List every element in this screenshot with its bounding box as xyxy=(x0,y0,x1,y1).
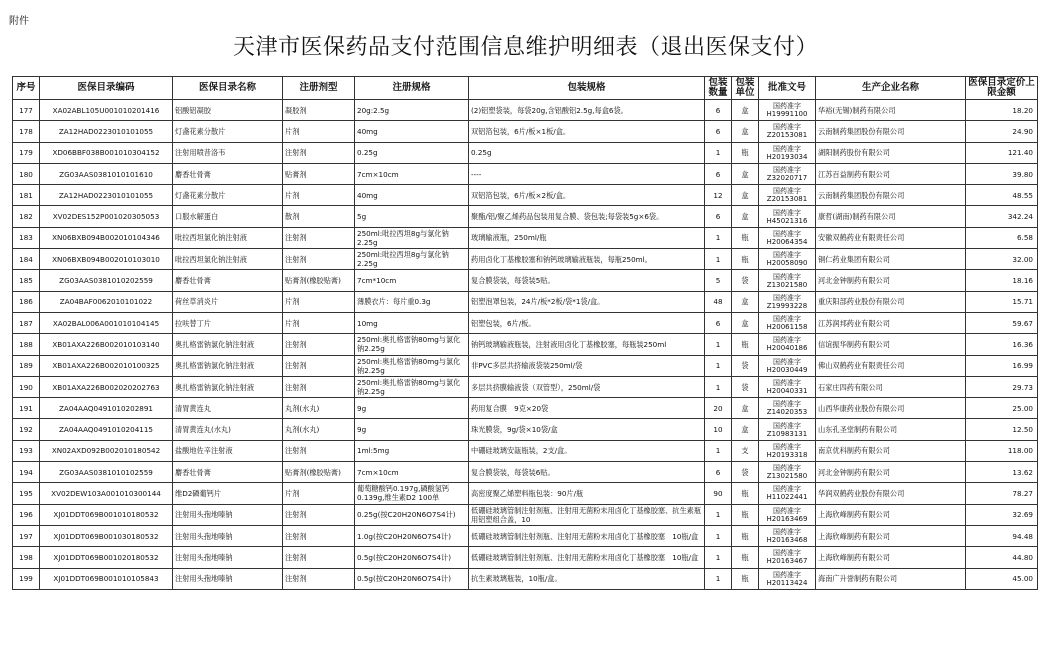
cell-manufacturer: 河北金钟制药有限公司 xyxy=(816,270,966,291)
cell-approval: 国药准字H20113424 xyxy=(759,568,816,589)
cell-seq: 195 xyxy=(13,483,40,504)
cell-pack: 0.25g xyxy=(469,142,705,163)
table-row xyxy=(13,504,1038,525)
cell-approval: 国药准字H20040331 xyxy=(759,376,816,397)
cell-code: ZA04AAQ0491010204115 xyxy=(40,419,173,440)
cell-spec: 1ml:5mg xyxy=(355,440,469,461)
cell-qty: 1 xyxy=(705,227,732,248)
cell-seq: 181 xyxy=(13,185,40,206)
cell-seq: 196 xyxy=(13,504,40,525)
cell-dosage: 凝胶剂 xyxy=(283,100,355,121)
cell-code: XD06BBF038B001010304152 xyxy=(40,142,173,163)
cell-spec: 7cm×10cm xyxy=(355,462,469,483)
cell-name: 灯盏花素分散片 xyxy=(173,185,283,206)
cell-spec: 薄膜衣片：每片重0.3g xyxy=(355,291,469,312)
cell-qty: 6 xyxy=(705,206,732,227)
cell-manufacturer: 上海欣峰制药有限公司 xyxy=(816,547,966,568)
cell-code: XB01AXA226B002010100325 xyxy=(40,355,173,376)
cell-manufacturer: 山东孔圣堂制药有限公司 xyxy=(816,419,966,440)
cell-seq: 193 xyxy=(13,440,40,461)
cell-approval: 国药准字Z13021580 xyxy=(759,462,816,483)
cell-qty: 6 xyxy=(705,100,732,121)
cell-pack: 药用复合膜 9克×20袋 xyxy=(469,398,705,419)
cell-spec: 20g:2.5g xyxy=(355,100,469,121)
cell-dosage: 贴膏剂(橡胶贴膏) xyxy=(283,462,355,483)
table-row xyxy=(13,355,1038,376)
cell-unit: 盒 xyxy=(732,419,759,440)
cell-dosage: 片剂 xyxy=(283,483,355,504)
cell-qty: 5 xyxy=(705,270,732,291)
cell-pack: 铝塑泡罩包装，24片/板*2板/袋*1袋/盒。 xyxy=(469,291,705,312)
cell-name: 奥扎格雷钠氯化钠注射液 xyxy=(173,334,283,355)
drug-info-table xyxy=(12,76,1038,590)
table-row xyxy=(13,483,1038,504)
cell-code: XA02ABL105U001010201416 xyxy=(40,100,173,121)
cell-approval: 国药准字H20030449 xyxy=(759,355,816,376)
cell-approval: 国药准字Z14020353 xyxy=(759,398,816,419)
table-row xyxy=(13,142,1038,163)
cell-price: 94.48 xyxy=(966,525,1038,546)
cell-pack: 双铝箔包装，6片/板×1板/盒。 xyxy=(469,121,705,142)
cell-code: XV02DES152P001020305053 xyxy=(40,206,173,227)
cell-manufacturer: 南京优科制药有限公司 xyxy=(816,440,966,461)
header-code: 医保目录编码 xyxy=(40,77,173,100)
cell-qty: 1 xyxy=(705,547,732,568)
cell-qty: 1 xyxy=(705,440,732,461)
header-manufacturer: 生产企业名称 xyxy=(816,77,966,100)
cell-price: 48.55 xyxy=(966,185,1038,206)
cell-name: 清胃黄连丸(水丸) xyxy=(173,419,283,440)
cell-spec: 10mg xyxy=(355,312,469,333)
cell-name: 注射用头孢地嗪钠 xyxy=(173,525,283,546)
cell-approval: 国药准字H20040186 xyxy=(759,334,816,355)
table-row xyxy=(13,185,1038,206)
cell-pack: 复合膜袋装，每袋装5贴。 xyxy=(469,270,705,291)
cell-manufacturer: 华裕(无锡)制药有限公司 xyxy=(816,100,966,121)
cell-manufacturer: 云南制药集团股份有限公司 xyxy=(816,121,966,142)
cell-manufacturer: 铜仁药业集团有限公司 xyxy=(816,249,966,270)
cell-spec: 9g xyxy=(355,398,469,419)
table-row xyxy=(13,291,1038,312)
cell-seq: 177 xyxy=(13,100,40,121)
cell-spec: 9g xyxy=(355,419,469,440)
cell-code: XB01AXA226B002010103140 xyxy=(40,334,173,355)
table-row xyxy=(13,462,1038,483)
cell-qty: 1 xyxy=(705,376,732,397)
cell-dosage: 贴膏剂(橡胶贴膏) xyxy=(283,270,355,291)
cell-price: 16.36 xyxy=(966,334,1038,355)
cell-code: ZA12HAD0223010101055 xyxy=(40,121,173,142)
cell-approval: 国药准字H20163469 xyxy=(759,504,816,525)
cell-pack: 高密度聚乙烯塑料瓶包装：90片/瓶 xyxy=(469,483,705,504)
cell-code: XJ01DDT069B001010180532 xyxy=(40,504,173,525)
cell-unit: 袋 xyxy=(732,376,759,397)
table-row xyxy=(13,100,1038,121)
table-row xyxy=(13,398,1038,419)
cell-spec: 0.25g xyxy=(355,142,469,163)
header-row xyxy=(13,77,1038,100)
cell-pack: 珠光膜袋，9g/袋×10袋/盒 xyxy=(469,419,705,440)
cell-spec: 0.5g(按C20H20N6O7S4计) xyxy=(355,568,469,589)
cell-qty: 1 xyxy=(705,334,732,355)
cell-seq: 187 xyxy=(13,312,40,333)
cell-price: 29.73 xyxy=(966,376,1038,397)
table-row xyxy=(13,312,1038,333)
cell-code: XJ01DDT069B001030180532 xyxy=(40,525,173,546)
cell-price: 78.27 xyxy=(966,483,1038,504)
header-name: 医保目录名称 xyxy=(173,77,283,100)
cell-manufacturer: 佛山双鹤药业有限责任公司 xyxy=(816,355,966,376)
header-dosage: 注册剂型 xyxy=(283,77,355,100)
cell-name: 麝香壮骨膏 xyxy=(173,163,283,184)
cell-pack: 聚酯/铝/聚乙烯药品包装用复合膜、袋包装;每袋装5g×6袋。 xyxy=(469,206,705,227)
header-spec: 注册规格 xyxy=(355,77,469,100)
cell-code: XN02AXD092B002010180542 xyxy=(40,440,173,461)
cell-code: ZA04BAF0062010101022 xyxy=(40,291,173,312)
cell-code: XJ01DDT069B001020180532 xyxy=(40,547,173,568)
cell-unit: 瓶 xyxy=(732,142,759,163)
cell-spec: 250ml:奥扎格雷钠80mg与氯化钠2.25g xyxy=(355,376,469,397)
cell-approval: 国药准字H20163468 xyxy=(759,525,816,546)
cell-price: 32.69 xyxy=(966,504,1038,525)
cell-qty: 1 xyxy=(705,142,732,163)
cell-unit: 瓶 xyxy=(732,504,759,525)
cell-unit: 袋 xyxy=(732,462,759,483)
cell-code: XV02DEW103A001010300144 xyxy=(40,483,173,504)
cell-pack: (2)铝塑袋装，每袋20g,含铝酸铝2.5g,每盒6袋。 xyxy=(469,100,705,121)
cell-approval: 国药准字H20061158 xyxy=(759,312,816,333)
cell-qty: 12 xyxy=(705,185,732,206)
cell-spec: 0.25g(按C20H20N6O7S4计) xyxy=(355,504,469,525)
cell-dosage: 注射剂 xyxy=(283,440,355,461)
cell-manufacturer: 江苏润邦药业有限公司 xyxy=(816,312,966,333)
cell-spec: 7cm*10cm xyxy=(355,270,469,291)
cell-pack: 多层共挤膜输液袋（双管型），250ml/袋 xyxy=(469,376,705,397)
table-row xyxy=(13,249,1038,270)
cell-dosage: 注射剂 xyxy=(283,334,355,355)
cell-price: 18.20 xyxy=(966,100,1038,121)
cell-approval: 国药准字H20064354 xyxy=(759,227,816,248)
cell-approval: 国药准字H19991100 xyxy=(759,100,816,121)
cell-seq: 185 xyxy=(13,270,40,291)
cell-qty: 1 xyxy=(705,249,732,270)
cell-dosage: 注射剂 xyxy=(283,376,355,397)
cell-name: 铝酸铝凝胶 xyxy=(173,100,283,121)
cell-spec: 葡萄糖酸钙0.197g,磷酸氢钙0.139g,维生素D2 100单 xyxy=(355,483,469,504)
cell-name: 吡拉西坦氯化钠注射液 xyxy=(173,249,283,270)
cell-dosage: 贴膏剂 xyxy=(283,163,355,184)
cell-seq: 194 xyxy=(13,462,40,483)
cell-name: 盐酸地佐辛注射液 xyxy=(173,440,283,461)
cell-dosage: 片剂 xyxy=(283,121,355,142)
cell-seq: 191 xyxy=(13,398,40,419)
cell-spec: 40mg xyxy=(355,121,469,142)
cell-price: 15.71 xyxy=(966,291,1038,312)
cell-qty: 6 xyxy=(705,163,732,184)
cell-dosage: 片剂 xyxy=(283,312,355,333)
cell-code: ZG03AAS0381010202559 xyxy=(40,270,173,291)
cell-code: ZG03AAS0381010101610 xyxy=(40,163,173,184)
cell-approval: 国药准字Z20153081 xyxy=(759,185,816,206)
cell-price: 6.58 xyxy=(966,227,1038,248)
header-approval: 批准文号 xyxy=(759,77,816,100)
header-pack: 包装规格 xyxy=(469,77,705,100)
document-title: 天津市医保药品支付范围信息维护明细表（退出医保支付） xyxy=(232,35,818,60)
cell-dosage: 丸剂(水丸) xyxy=(283,419,355,440)
cell-name: 麝香壮骨膏 xyxy=(173,462,283,483)
cell-unit: 瓶 xyxy=(732,568,759,589)
cell-dosage: 注射剂 xyxy=(283,525,355,546)
cell-price: 39.80 xyxy=(966,163,1038,184)
cell-price: 24.90 xyxy=(966,121,1038,142)
header-seq: 序号 xyxy=(13,77,40,100)
cell-unit: 盒 xyxy=(732,312,759,333)
table-row xyxy=(13,440,1038,461)
cell-qty: 10 xyxy=(705,419,732,440)
cell-manufacturer: 河北金钟制药有限公司 xyxy=(816,462,966,483)
cell-spec: 250ml:吡拉西坦8g与氯化钠2.25g xyxy=(355,249,469,270)
cell-dosage: 片剂 xyxy=(283,291,355,312)
cell-pack: 钠钙玻璃输液瓶装，注射液用卤化丁基橡胶塞，每瓶装250ml xyxy=(469,334,705,355)
cell-manufacturer: 海南广升誉制药有限公司 xyxy=(816,568,966,589)
cell-code: ZG03AAS0381010102559 xyxy=(40,462,173,483)
cell-name: 注射用头孢地嗪钠 xyxy=(173,568,283,589)
cell-seq: 179 xyxy=(13,142,40,163)
cell-qty: 1 xyxy=(705,568,732,589)
cell-code: ZA04AAQ0491010202891 xyxy=(40,398,173,419)
cell-name: 麝香壮骨膏 xyxy=(173,270,283,291)
cell-name: 灯盏花素分散片 xyxy=(173,121,283,142)
cell-manufacturer: 石家庄四药有限公司 xyxy=(816,376,966,397)
cell-price: 121.40 xyxy=(966,142,1038,163)
cell-pack: 双铝箔包装，6片/板×2板/盒。 xyxy=(469,185,705,206)
cell-qty: 6 xyxy=(705,462,732,483)
cell-manufacturer: 湖阳制药股份有限公司 xyxy=(816,142,966,163)
cell-unit: 瓶 xyxy=(732,249,759,270)
cell-dosage: 注射剂 xyxy=(283,568,355,589)
table-row xyxy=(13,334,1038,355)
cell-price: 342.24 xyxy=(966,206,1038,227)
table-row xyxy=(13,568,1038,589)
cell-pack: 低硼硅玻璃管制注射剂瓶、注射用无菌粉末用卤化丁基橡胶塞 10瓶/盒 xyxy=(469,525,705,546)
cell-pack: 药用卤化丁基橡胶塞和钠钙玻璃输液瓶装，每瓶250ml。 xyxy=(469,249,705,270)
header-pack-unit: 包装单位 xyxy=(732,77,759,100)
cell-seq: 178 xyxy=(13,121,40,142)
cell-dosage: 注射剂 xyxy=(283,504,355,525)
cell-spec: 40mg xyxy=(355,185,469,206)
table-row xyxy=(13,206,1038,227)
cell-code: XN06BXB094B002010104346 xyxy=(40,227,173,248)
cell-price: 13.62 xyxy=(966,462,1038,483)
cell-unit: 盒 xyxy=(732,398,759,419)
cell-spec: 5g xyxy=(355,206,469,227)
cell-name: 奥扎格雷钠氯化钠注射液 xyxy=(173,376,283,397)
cell-approval: 国药准字Z10983131 xyxy=(759,419,816,440)
table-row xyxy=(13,227,1038,248)
cell-dosage: 注射剂 xyxy=(283,142,355,163)
cell-unit: 瓶 xyxy=(732,525,759,546)
cell-manufacturer: 山西华康药业股份有限公司 xyxy=(816,398,966,419)
cell-approval: 国药准字H20193034 xyxy=(759,142,816,163)
cell-code: XB01AXA226B002020202763 xyxy=(40,376,173,397)
table-body xyxy=(13,100,1038,590)
cell-pack: 复合膜袋装，每袋装6贴。 xyxy=(469,462,705,483)
cell-manufacturer: 安徽双鹤药业有限责任公司 xyxy=(816,227,966,248)
cell-price: 12.50 xyxy=(966,419,1038,440)
cell-seq: 199 xyxy=(13,568,40,589)
cell-code: XJ01DDT069B001010105843 xyxy=(40,568,173,589)
cell-name: 注射用头孢地嗪钠 xyxy=(173,504,283,525)
cell-unit: 袋 xyxy=(732,270,759,291)
cell-name: 维D2磷葡钙片 xyxy=(173,483,283,504)
cell-price: 45.00 xyxy=(966,568,1038,589)
header-pack-qty: 包装数量 xyxy=(705,77,732,100)
cell-pack: 低硼硅玻璃管制注射剂瓶、注射用无菌粉末用卤化丁基橡胶塞 10瓶/盒 xyxy=(469,547,705,568)
cell-qty: 6 xyxy=(705,121,732,142)
cell-price: 16.99 xyxy=(966,355,1038,376)
cell-unit: 盒 xyxy=(732,185,759,206)
cell-manufacturer: 上海欣峰制药有限公司 xyxy=(816,504,966,525)
cell-unit: 瓶 xyxy=(732,483,759,504)
cell-code: XN06BXB094B002010103010 xyxy=(40,249,173,270)
cell-manufacturer: 信谊振华制药有限公司 xyxy=(816,334,966,355)
cell-unit: 盒 xyxy=(732,291,759,312)
cell-pack: 玻璃输液瓶，250ml/瓶 xyxy=(469,227,705,248)
cell-manufacturer: 江苏百益制药有限公司 xyxy=(816,163,966,184)
cell-spec: 7cm×10cm xyxy=(355,163,469,184)
cell-price: 25.00 xyxy=(966,398,1038,419)
cell-name: 清胃黄连丸 xyxy=(173,398,283,419)
cell-unit: 瓶 xyxy=(732,227,759,248)
cell-spec: 250ml:奥扎格雷钠80mg与氯化钠2.25g xyxy=(355,334,469,355)
cell-seq: 188 xyxy=(13,334,40,355)
cell-spec: 250ml:奥扎格雷钠80mg与氯化钠2.25g xyxy=(355,355,469,376)
attachment-label: 附件 xyxy=(9,16,29,27)
cell-manufacturer: 云南制药集团股份有限公司 xyxy=(816,185,966,206)
cell-seq: 192 xyxy=(13,419,40,440)
cell-qty: 90 xyxy=(705,483,732,504)
cell-pack: 低硼硅玻璃管制注射剂瓶、注射用无菌粉末用卤化丁基橡胶塞、抗生素瓶用铝塑组合盖，10 xyxy=(469,504,705,525)
cell-approval: 国药准字H45021316 xyxy=(759,206,816,227)
cell-manufacturer: 重庆阳部药业股份有限公司 xyxy=(816,291,966,312)
cell-dosage: 注射剂 xyxy=(283,249,355,270)
cell-qty: 20 xyxy=(705,398,732,419)
cell-manufacturer: 康哲(湖南)制药有限公司 xyxy=(816,206,966,227)
cell-seq: 186 xyxy=(13,291,40,312)
cell-unit: 瓶 xyxy=(732,547,759,568)
cell-seq: 198 xyxy=(13,547,40,568)
cell-unit: 盒 xyxy=(732,163,759,184)
cell-approval: 国药准字Z13021580 xyxy=(759,270,816,291)
table-row xyxy=(13,376,1038,397)
cell-seq: 182 xyxy=(13,206,40,227)
cell-pack: 铝塑包装，6片/板。 xyxy=(469,312,705,333)
cell-seq: 190 xyxy=(13,376,40,397)
cell-qty: 1 xyxy=(705,525,732,546)
cell-price: 44.80 xyxy=(966,547,1038,568)
cell-price: 18.16 xyxy=(966,270,1038,291)
cell-approval: 国药准字Z19993228 xyxy=(759,291,816,312)
table-row xyxy=(13,419,1038,440)
cell-pack: ---- xyxy=(469,163,705,184)
cell-code: XA02BAL006A001010104145 xyxy=(40,312,173,333)
cell-approval: 国药准字H11022441 xyxy=(759,483,816,504)
cell-seq: 189 xyxy=(13,355,40,376)
cell-pack: 非PVC多层共挤输液袋装250ml/袋 xyxy=(469,355,705,376)
cell-approval: 国药准字Z20153081 xyxy=(759,121,816,142)
cell-dosage: 注射剂 xyxy=(283,547,355,568)
cell-qty: 6 xyxy=(705,312,732,333)
cell-unit: 盒 xyxy=(732,100,759,121)
cell-dosage: 注射剂 xyxy=(283,355,355,376)
cell-qty: 1 xyxy=(705,355,732,376)
cell-price: 118.00 xyxy=(966,440,1038,461)
cell-spec: 1.0g(按C20H20N6O7S4计) xyxy=(355,525,469,546)
cell-name: 奥扎格雷钠氯化钠注射液 xyxy=(173,355,283,376)
cell-name: 拉呋替丁片 xyxy=(173,312,283,333)
cell-spec: 0.5g(按C20H20N6O7S4计) xyxy=(355,547,469,568)
cell-approval: 国药准字Z32020717 xyxy=(759,163,816,184)
cell-seq: 180 xyxy=(13,163,40,184)
cell-dosage: 丸剂(水丸) xyxy=(283,398,355,419)
cell-dosage: 注射剂 xyxy=(283,227,355,248)
cell-price: 59.67 xyxy=(966,312,1038,333)
cell-unit: 盒 xyxy=(732,121,759,142)
table-row xyxy=(13,270,1038,291)
cell-approval: 国药准字H20058090 xyxy=(759,249,816,270)
header-price: 医保目录定价上限金额 xyxy=(966,77,1038,100)
table-row xyxy=(13,547,1038,568)
cell-seq: 197 xyxy=(13,525,40,546)
table-row xyxy=(13,121,1038,142)
cell-code: ZA12HAD0223010101055 xyxy=(40,185,173,206)
cell-manufacturer: 华润双鹤药业股份有限公司 xyxy=(816,483,966,504)
cell-unit: 瓶 xyxy=(732,334,759,355)
cell-unit: 袋 xyxy=(732,355,759,376)
cell-unit: 支 xyxy=(732,440,759,461)
table-row xyxy=(13,525,1038,546)
cell-manufacturer: 上海欣峰制药有限公司 xyxy=(816,525,966,546)
cell-approval: 国药准字H20163467 xyxy=(759,547,816,568)
cell-pack: 抗生素玻璃瓶装，10瓶/盒。 xyxy=(469,568,705,589)
cell-name: 口服水解蛋白 xyxy=(173,206,283,227)
cell-approval: 国药准字H20193318 xyxy=(759,440,816,461)
cell-name: 荷丝草消炎片 xyxy=(173,291,283,312)
cell-qty: 48 xyxy=(705,291,732,312)
cell-name: 吡拉西坦氯化钠注射液 xyxy=(173,227,283,248)
cell-seq: 184 xyxy=(13,249,40,270)
cell-dosage: 片剂 xyxy=(283,185,355,206)
cell-price: 32.00 xyxy=(966,249,1038,270)
cell-unit: 盒 xyxy=(732,206,759,227)
cell-spec: 250ml:吡拉西坦8g与氯化钠2.25g xyxy=(355,227,469,248)
cell-name: 注射用头孢地嗪钠 xyxy=(173,547,283,568)
cell-name: 注射用喷昔洛韦 xyxy=(173,142,283,163)
table-row xyxy=(13,163,1038,184)
cell-qty: 1 xyxy=(705,504,732,525)
cell-dosage: 散剂 xyxy=(283,206,355,227)
cell-pack: 中硼硅玻璃安瓿瓶装，2支/盒。 xyxy=(469,440,705,461)
cell-seq: 183 xyxy=(13,227,40,248)
